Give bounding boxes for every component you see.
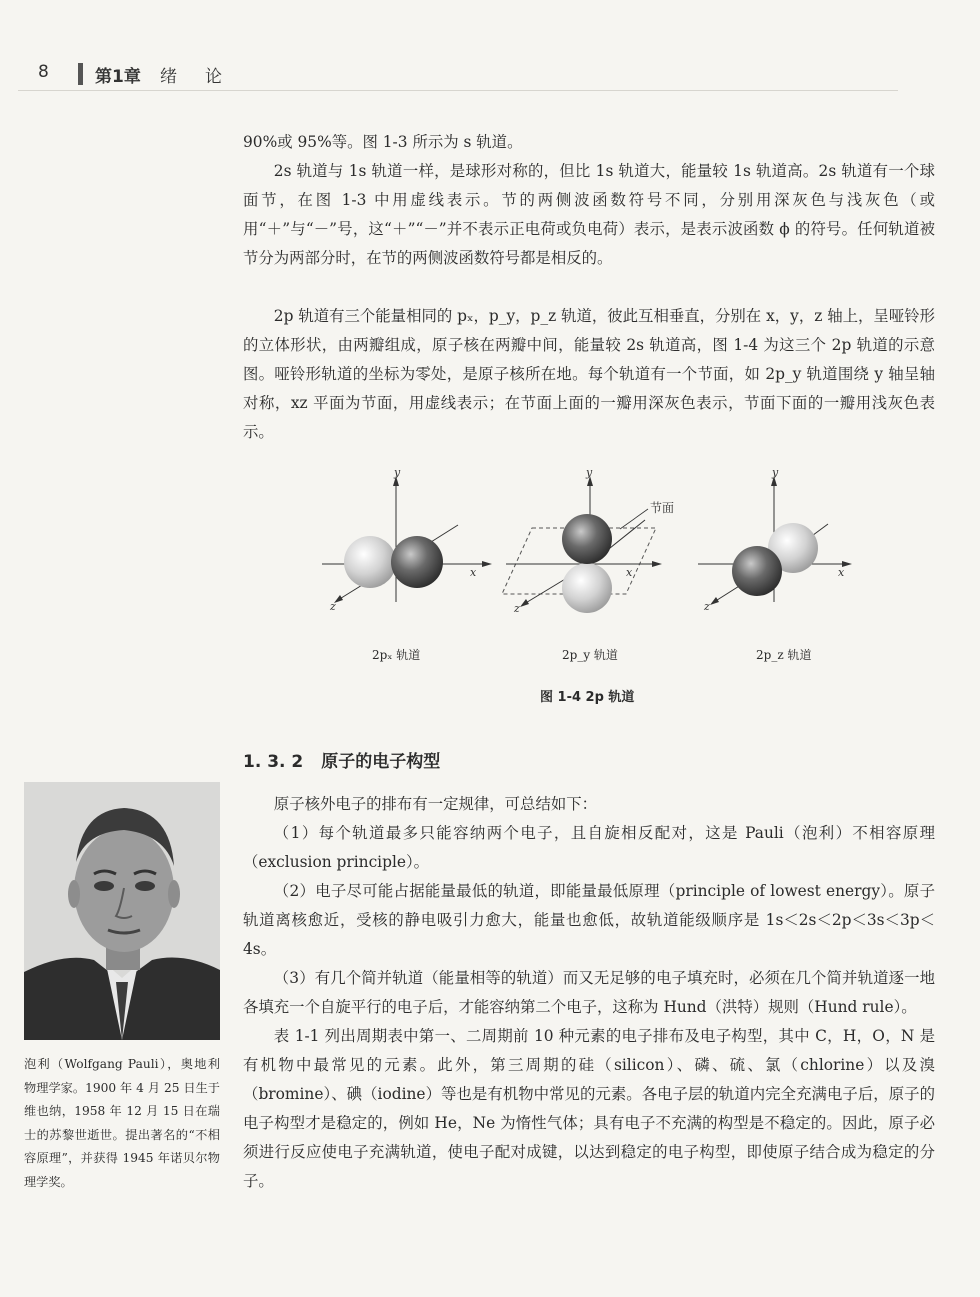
figure-2p-orbitals (300, 462, 880, 702)
axis-y-label: y (772, 466, 779, 479)
axis-x-label: x (626, 566, 633, 579)
intro-paragraph-2 (243, 157, 935, 273)
light-lobe (344, 536, 396, 588)
paragraph: 90%或 95%等。图 1-3 所示为 s 轨道。 (243, 133, 523, 151)
light-lobe (562, 563, 612, 613)
paragraph: 2s 轨道与 1s 轨道一样，是球形对称的，但比 1s 轨道大，能量较 1s 轨道高。2s 轨道有一个球面节，在图 1-3 中用虚线表示。节的两侧波函数符号不同，分别用深灰色与浅灰色（或用“＋”与“－”号，这“＋”“－”并不表示正电荷或负电荷）表示，是表示波函数 ϕ 的符号。任何轨道被节分为两部分时，在节的两侧波函数符号都是相反的。 (243, 162, 935, 267)
chapter-number: 第1章 (95, 67, 141, 87)
px-orbital (322, 466, 492, 613)
section-body (243, 790, 935, 1196)
paragraph: （2）电子尽可能占据能量最低的轨道，即能量最低原理（principle of lowest energy）。原子轨道离核愈近，受核的静电吸引力愈大，能量也愈低，故轨道能级顺序是 1s＜2s＜2p＜3s＜3p＜4s。 (243, 882, 935, 958)
axis-z-label: z (704, 600, 710, 613)
paragraph: 2p 轨道有三个能量相同的 pₓ，p_y，p_z 轨道，彼此互相垂直，分别在 x，y，z 轴上，呈哑铃形的立体形状，由两瓣组成，原子核在两瓣中间，能量较 2s 轨道高，图 1-4 为这三个 2p 轨道的示意图。哑铃形轨道的坐标为零处，是原子核所在地。每个轨道有一个节面，如 2p_y 轨道围绕 y 轴呈轴对称，xz 平面为节面，用虚线表示；在节面上面的一瓣用深灰色表示，节面下面的一瓣用浅灰色表示。 (243, 307, 935, 441)
node-plane-label: 节面 (650, 501, 675, 515)
portrait-photo (24, 782, 220, 1040)
axis-x-label: x (838, 566, 845, 579)
dark-lobe (391, 536, 443, 588)
section-title: 原子的电子构型 (321, 752, 441, 772)
px-label: 2pₓ 轨道 (372, 648, 421, 662)
pz-label: 2p_z 轨道 (756, 648, 812, 662)
axis-y-label: y (394, 466, 401, 479)
portrait-caption: 泡利（Wolfgang Pauli），奥地利物理学家。1900 年 4 月 25 日生于维也纳，1958 年 12 月 15 日在瑞士的苏黎世逝世。提出著名的“不相容原理”，并获得 1945 年诺贝尔物理学奖。 (24, 1057, 220, 1189)
py-orbital (502, 466, 674, 615)
axis-y-label: y (586, 466, 593, 479)
pz-orbital (698, 466, 852, 613)
portrait-image (24, 782, 220, 1040)
header-rule (18, 90, 898, 91)
figure-caption: 图 1-4 2p 轨道 (540, 690, 635, 705)
paragraph: 表 1-1 列出周期表中第一、二周期前 10 种元素的电子排布及电子构型，其中 C，H，O，N 是有机物中最常见的元素。此外，第三周期的硅（silicon）、磷、硫、氯（chlorine）以及溴（bromine）、碘（iodine）等也是有机物中常见的元素。各电子层的轨道内完全充满电子后，原子的电子构型才是稳定的，例如 He，Ne 为惰性气体；具有电子不充满的构型是不稳定的。因此，原子必须进行反应使电子充满轨道，使电子配对成键，以达到稳定的电子构型，即使原子结合成为稳定的分子。 (243, 1027, 935, 1190)
header-divider (78, 63, 83, 85)
section-number: 1. 3. 2 (243, 752, 304, 772)
axis-x-label: x (470, 566, 477, 579)
intro-paragraph-1 (243, 128, 935, 157)
paragraph: （1）每个轨道最多只能容纳两个电子，且自旋相反配对，这是 Pauli（泡利）不相容原理（exclusion principle）。 (243, 824, 935, 871)
py-label: 2p_y 轨道 (562, 648, 618, 662)
orbital-diagram (300, 462, 880, 702)
dark-lobe (732, 546, 782, 596)
section-heading (243, 747, 440, 772)
paragraph: （3）有几个简并轨道（能量相等的轨道）而又无足够的电子填充时，必须在几个简并轨道逐一地各填充一个自旋平行的电子后，才能容纳第二个电子，这称为 Hund（洪特）规则（Hund rule）。 (243, 969, 935, 1016)
paragraph: 原子核外电子的排布有一定规律，可总结如下： (273, 795, 598, 813)
axis-z-label: z (514, 602, 520, 615)
page-number: 8 (38, 62, 49, 82)
chapter-title: 绪论 (160, 67, 250, 87)
dark-lobe (562, 514, 612, 564)
axis-z-label: z (330, 600, 336, 613)
intro-paragraph-3 (243, 302, 935, 447)
